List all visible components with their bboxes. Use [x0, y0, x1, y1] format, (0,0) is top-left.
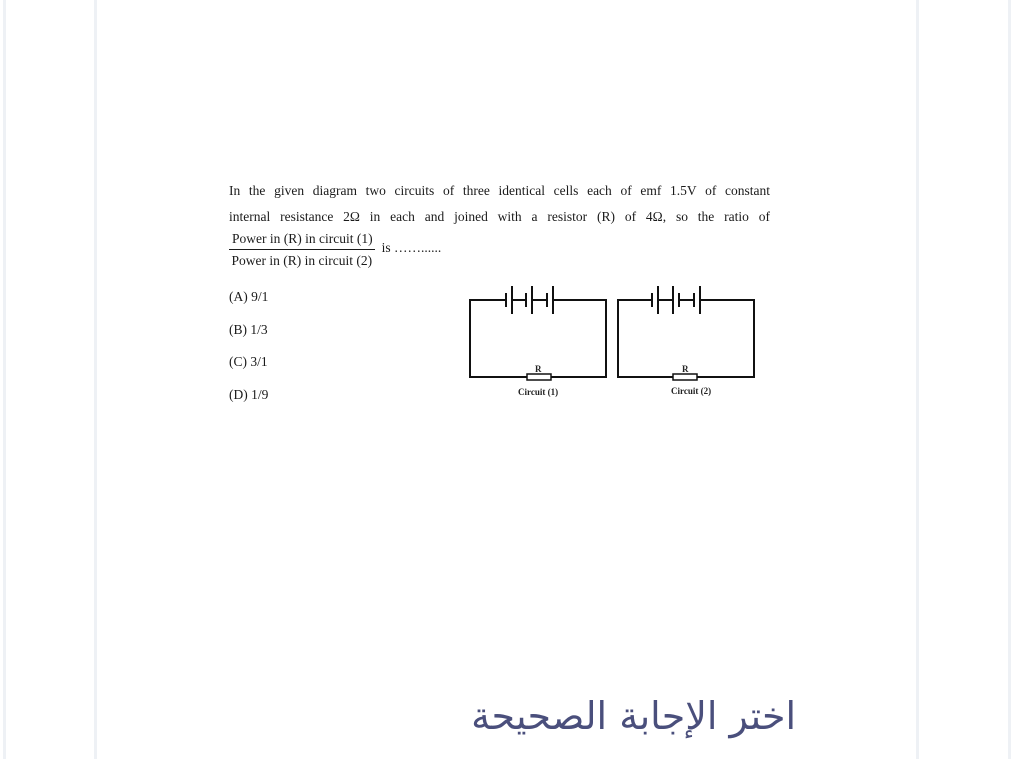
option-c[interactable]: (C) 3/1 — [229, 354, 268, 370]
fraction-suffix: is ……...... — [381, 239, 442, 255]
resistor-label-2: R — [682, 364, 689, 374]
question-text — [229, 178, 770, 230]
question-line-1: In the given diagram two circuits of three identical cells each of emf 1.5V of constant — [229, 183, 770, 198]
outer-left-edge — [3, 0, 6, 759]
option-b[interactable]: (B) 1/3 — [229, 321, 268, 337]
answer-options — [229, 287, 268, 418]
ratio-expression — [229, 230, 441, 269]
resistor-label-1: R — [535, 364, 542, 374]
circuits-svg — [462, 283, 762, 403]
option-d[interactable]: (D) 1/9 — [229, 387, 269, 403]
option-a[interactable]: (A) 9/1 — [229, 289, 269, 304]
circuit-diagram — [462, 283, 762, 403]
instruction-choose-correct-answer: اختر الإجابة الصحيحة — [471, 694, 796, 738]
power-ratio-fraction — [229, 230, 375, 269]
question-line-2: internal resistance 2Ω in each and joined with a resistor (R) of 4Ω, so the ratio of — [229, 209, 770, 224]
circuit-1-caption: Circuit (1) — [518, 387, 559, 397]
circuit-2-caption: Circuit (2) — [671, 386, 712, 396]
fraction-denominator: Power in (R) in circuit (2) — [231, 253, 373, 268]
outer-right-edge — [1008, 0, 1011, 759]
page-left-edge — [94, 0, 97, 759]
page-right-edge — [916, 0, 919, 759]
fraction-numerator: Power in (R) in circuit (1) — [229, 230, 375, 250]
